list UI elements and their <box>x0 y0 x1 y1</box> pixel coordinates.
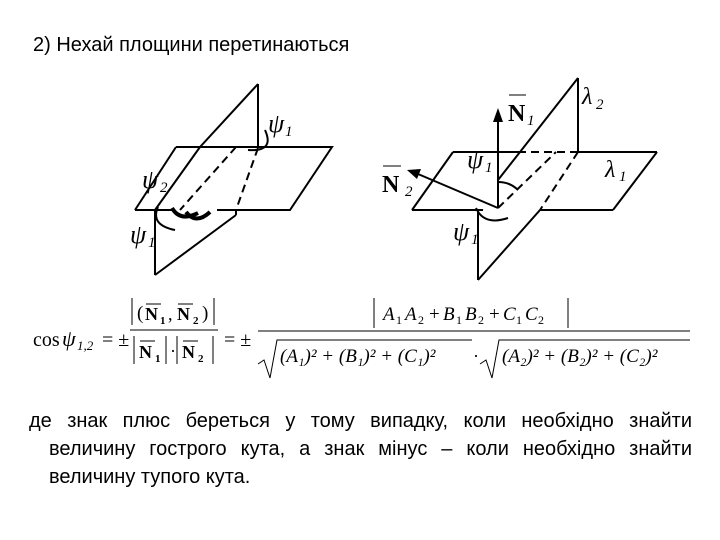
right-psi-top: ψ <box>467 145 484 174</box>
formula-eq-pm-1: = ± <box>102 329 130 351</box>
formula-num-n1-sub: 1 <box>160 315 166 327</box>
formula-den-left: (A₁)² + (B₁)² + (C₁)² <box>280 346 436 367</box>
formula-num-n2-sub: 2 <box>193 315 199 327</box>
formula-rhs-num-token: 1 <box>396 313 402 327</box>
formula-num-close: ) <box>202 303 209 324</box>
formula-eq-pm-2: = ± <box>224 329 252 351</box>
formula-rhs-num-token: 1 <box>516 313 522 327</box>
right-vplane-lower-right <box>478 210 540 280</box>
left-vplane-right-bottom <box>155 215 236 275</box>
right-normal1-arrowhead <box>493 108 503 122</box>
left-arc-mid <box>172 208 198 217</box>
formula-rhs-numerator <box>381 304 544 327</box>
right-normal2: N <box>382 172 400 198</box>
left-vplane-right-mid <box>236 148 258 210</box>
right-normal2-arrowhead <box>407 169 421 179</box>
formula-den-n2-sub: 2 <box>198 353 204 365</box>
formula-psi-sub: 1,2 <box>77 338 94 353</box>
left-intersection-line <box>180 147 236 210</box>
formula-num-n1: N <box>145 304 158 324</box>
right-normal2-sub: 2 <box>405 184 413 200</box>
left-psi-mid: ψ <box>142 165 159 194</box>
formula-rhs-num-token: + <box>429 304 440 325</box>
formula-den-n1: N <box>139 342 152 362</box>
right-normal1: N <box>508 101 526 127</box>
right-lambda1: λ <box>605 157 616 183</box>
right-arc-top <box>498 182 518 190</box>
formula-rhs-num-token: C <box>525 304 538 325</box>
formula-den-right: (A₂)² + (B₂)² + (C₂)² <box>502 346 658 367</box>
paragraph-line-2: величину гострого кута, а знак мінус – коли необхідно знайти <box>49 438 692 460</box>
formula-rhs-num-token: + <box>489 304 500 325</box>
left-arc-mid2 <box>186 212 210 219</box>
formula-num-n2: N <box>177 304 190 324</box>
formula-cos: cos <box>33 329 60 351</box>
left-horizontal-plane <box>176 147 332 210</box>
paragraph-line-1: де знак плюс береться у тому випадку, коли необхідно знайти <box>29 410 692 432</box>
right-normal1-sub: 1 <box>527 113 535 129</box>
right-psi-bot-sub: 1 <box>471 232 479 248</box>
formula-rhs-num-token: 2 <box>538 313 544 327</box>
heading: 2) Нехай площини перетинаються <box>33 34 350 56</box>
formula-rhs-num-token: B <box>443 304 455 325</box>
paragraph-line-3: величину тупого кута. <box>49 466 251 488</box>
right-psi-top-sub: 1 <box>485 160 493 176</box>
formula-den-n1-sub: 1 <box>155 353 161 365</box>
formula-rhs-num-token: A <box>405 304 417 325</box>
formula-den-dot: · <box>170 341 176 361</box>
formula-num-open: ( <box>137 303 144 324</box>
right-lambda1-sub: 1 <box>619 169 627 185</box>
left-psi-mid-sub: 2 <box>160 180 168 196</box>
explanation-paragraph <box>29 407 692 491</box>
right-vplane-left-mid <box>498 152 520 180</box>
left-psi-bot: ψ <box>130 220 147 249</box>
left-psi-top-sub: 1 <box>285 124 293 140</box>
left-vplane-left <box>155 147 200 210</box>
formula-rhs-num-token: 2 <box>478 313 484 327</box>
right-normal2-line <box>418 174 498 208</box>
formula-num-comma: , <box>168 304 173 324</box>
left-psi-bot-sub: 1 <box>148 235 156 251</box>
left-psi-top: ψ <box>268 109 285 138</box>
formula-rhs-num-token: 2 <box>418 313 424 327</box>
right-lambda2-sub: 2 <box>596 97 604 113</box>
left-vplane-edge-upper <box>200 84 258 147</box>
formula-rhs-num-token: 1 <box>456 313 462 327</box>
formula <box>33 298 690 378</box>
formula-rhs-dot: · <box>473 346 479 366</box>
right-lambda2: λ <box>582 84 593 110</box>
formula-rhs-num-token: B <box>465 304 477 325</box>
formula-rhs-num-token: C <box>503 304 516 325</box>
formula-rhs-num-token: A <box>383 304 395 325</box>
right-psi-bot: ψ <box>453 217 470 246</box>
formula-psi: ψ <box>62 326 76 351</box>
formula-den-n2: N <box>182 342 195 362</box>
